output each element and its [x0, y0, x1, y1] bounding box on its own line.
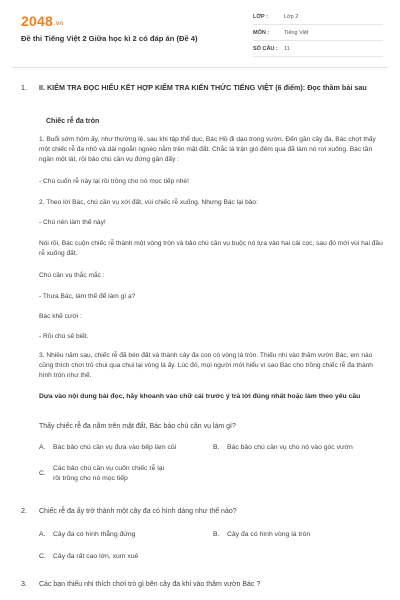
passage-paragraph: Bác khẽ cười : [39, 313, 82, 320]
option-text: Cây đa có hình thẳng đứng [53, 531, 136, 538]
passage-title: Chiếc rễ đa tròn [46, 118, 100, 125]
passage-paragraph: - Chú cuốn rễ này lại rồi trồng cho nó mọc tiếp nhé! [39, 178, 189, 185]
info-value: Tiếng Việt [284, 30, 309, 36]
exam-info-panel [253, 12, 383, 60]
answer-option[interactable] [39, 464, 209, 486]
option-letter: C. [39, 553, 46, 560]
logo-number: 2048 [21, 13, 53, 29]
question-number: 2. [21, 506, 27, 515]
passage-paragraph: - Rồi chú sẽ biết. [39, 333, 89, 340]
site-logo[interactable] [21, 13, 63, 29]
option-letter: B. [213, 444, 220, 451]
info-label: LỚP : [253, 14, 268, 20]
info-label: SỐ CÂU : [253, 46, 278, 52]
passage-paragraph: 2. Theo lời Bác, chú cần vụ xới đất, vùi chiếc rễ xuống. Nhưng Bác lại bảo: [39, 199, 258, 206]
question-number: 3. [21, 579, 27, 588]
question-number: 1. [21, 83, 27, 92]
exam-title: Đề thi Tiếng Việt 2 Giữa học kì 2 có đáp án (Đề 4) [21, 34, 198, 43]
question-text: Thấy chiếc rễ đa nằm trên mặt đất, Bác bảo chú cần vụ làm gì? [39, 423, 236, 430]
passage-paragraph: - Chú nên làm thế này! [39, 219, 106, 226]
passage-paragraph: Chú cần vụ thắc mắc : [39, 272, 105, 279]
option-text: Bác bảo chú cần vụ đưa vào bếp làm củi [53, 444, 177, 451]
logo-domain: .vn [53, 21, 64, 27]
passage-paragraph: 1. Buổi sớm hôm ấy, như thường lệ, sau khi tập thể dục, Bác Hồ đi dạo trong vườn. Đến gần cây đa, Bác chợt thấy một chiếc rễ đa nhỏ và dài ngoằn ngoèo nằm trên mặt đất. Chắc là trận gió đêm qua đã làm nó rơi xuống. Bác tần ngần một lát, rồi bảo chú cần vụ đứng gần đấy : [39, 136, 376, 164]
passage-paragraph: 3. Nhiều năm sau, chiếc rễ đã bén đất và thành cây đa con có vòng lá tròn. Thiếu nhi vào thăm vườn Bác, em nào cũng thích chơi trò chui qua chui lại vòng lá ấy. Lúc đó, mọi người mới hiểu vì sao Bác cho trồng chiếc rễ đa thành hình tròn như thế. [39, 352, 373, 380]
option-letter: C. [39, 470, 46, 477]
question-text: Các bạn thiếu nhi thích chơi trò gì bên cây đa khi vào thăm vườn Bác ? [39, 581, 261, 588]
instruction: Dựa vào nội dung bài đọc, hãy khoanh vào chữ cái trước ý trả lời đúng nhất hoặc làm theo yêu cầu [39, 393, 361, 400]
question-text: Chiếc rễ đa ấy trở thành một cây đa có hình dáng như thế nào? [39, 508, 237, 515]
option-text: Cây đa có hình vòng lá tròn [227, 531, 311, 538]
option-text: Cây đa rất cao lớn, xum xuê [53, 553, 139, 560]
option-letter: A. [39, 531, 46, 538]
page-header [0, 0, 400, 62]
option-letter: B. [213, 531, 220, 538]
section-heading: II. KIỂM TRA ĐỌC HIỂU KẾT HỢP KIỂM TRA KIẾN THỨC TIẾNG VIỆT (6 điểm): Đọc thầm bài sau [39, 83, 367, 92]
info-row-class [253, 12, 383, 25]
passage-paragraph: Nói rồi, Bác cuộn chiếc rễ thành một vòng tròn và bảo chú cần vụ buộc nó tựa vào hai cái cọc, sau đó mới vùi hai đầu rễ xuống đất. [39, 240, 383, 258]
info-row-count [253, 44, 383, 57]
info-value: 11 [284, 46, 290, 52]
passage-paragraph: - Thưa Bác, làm thế để làm gì ạ? [39, 293, 136, 300]
option-text: Các bảo chú cần vụ cuốn chiếc rễ lại rồi trồng cho nó mọc tiếp [53, 465, 165, 482]
option-text: Bác bảo chú cần vụ cho nó vào góc vườn [227, 444, 353, 451]
info-value: Lớp 2 [284, 14, 299, 20]
info-row-subject [253, 28, 383, 41]
header-divider [12, 67, 388, 68]
option-letter: A. [39, 444, 46, 451]
info-label: MÔN : [253, 30, 270, 36]
